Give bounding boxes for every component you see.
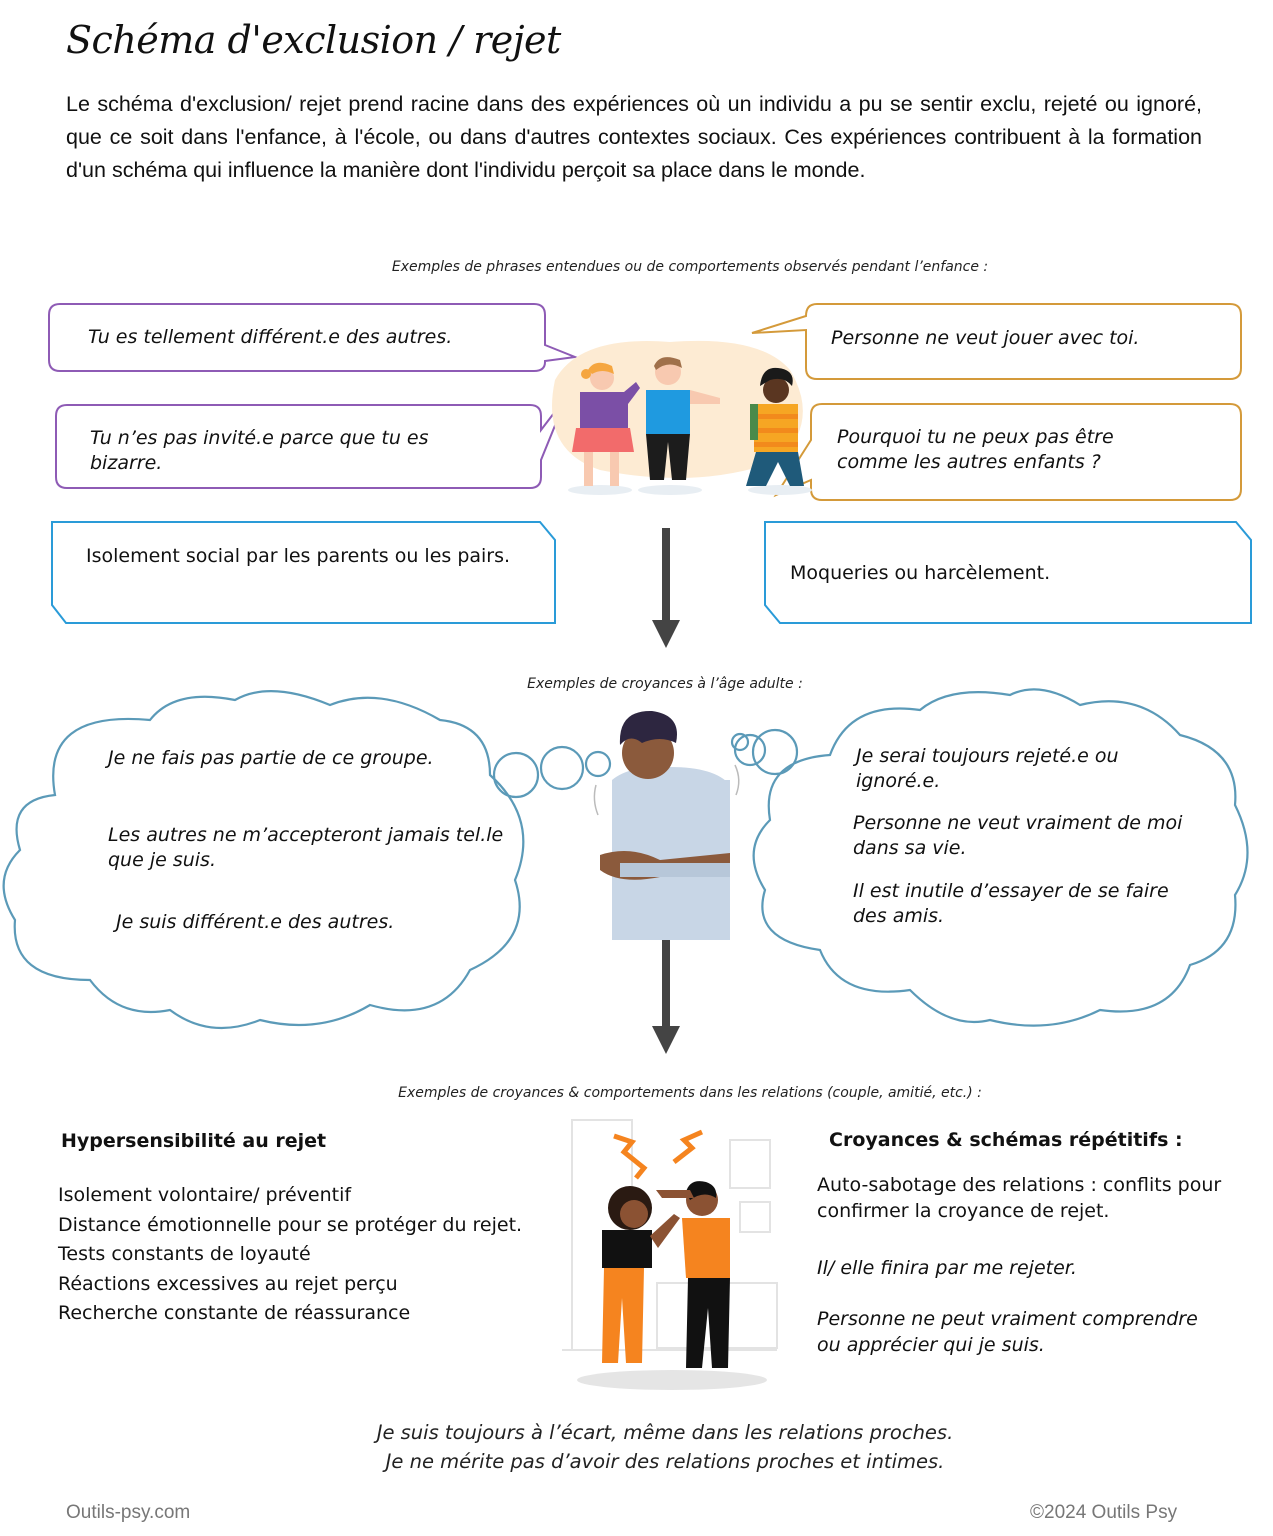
speech-bubble-left-1: Tu es tellement différent.e des autres. (88, 326, 453, 348)
couple-argument-illustration (562, 1118, 777, 1393)
cloud-left-belief-1: Je ne fais pas partie de ce groupe. (108, 747, 434, 769)
hypersensitivity-heading: Hypersensibilité au rejet (61, 1130, 327, 1152)
intro-paragraph: Le schéma d'exclusion/ rejet prend racine dans des expériences où un individu a pu se sentir exclu, rejeté ou ignoré, que ce soit dans l'enfance, à l'école, ou dans d'autres contextes sociaux. Ces expériences contribuent à la formation d'un schéma qui influence la manière dont l'individu perçoit sa place dans le monde. (66, 92, 1202, 182)
list-item: Réactions excessives au rejet perçu (58, 1272, 398, 1295)
repetitive-item-2: Il/ elle finira par me rejeter. (817, 1257, 1077, 1279)
cloud-left-belief-2: Les autres ne m’accepteront jamais tel.le que je suis. (108, 824, 504, 871)
list-item: Distance émotionnelle pour se protéger du rejet. (58, 1213, 523, 1236)
childhood-caption: Exemples de phrases entendues ou de comportements observés pendant l’enfance : (391, 259, 989, 275)
footer-copyright: ©2024 Outils Psy (1030, 1502, 1178, 1523)
cloud-right-belief-1: Je serai toujours rejeté.e ou ignoré.e. (856, 745, 1119, 792)
speech-bubble-left-2: Tu n’es pas invité.e parce que tu es bizarre. (90, 427, 429, 474)
repetitive-patterns-heading: Croyances & schémas répétitifs : (829, 1129, 1183, 1151)
list-item: Recherche constante de réassurance (58, 1302, 411, 1324)
adult-caption: Exemples de croyances à l’âge adulte : (527, 676, 803, 692)
list-item: Isolement volontaire/ préventif (58, 1184, 352, 1206)
arrow-down-icon (650, 528, 682, 650)
speech-bubble-right-1: Personne ne veut jouer avec toi. (831, 327, 1140, 349)
repetitive-item-3: Personne ne peut vraiment comprendre ou apprécier qui je suis. (817, 1308, 1198, 1356)
page-title: Schéma d'exclusion / rejet (66, 18, 561, 62)
childhood-box-isolation: Isolement social par les parents ou les pairs. (86, 545, 511, 567)
childhood-box-mockery: Moqueries ou harcèlement. (790, 562, 1051, 584)
closing-belief-1: Je suis toujours à l’écart, même dans les relations proches. (376, 1421, 954, 1444)
sad-man-illustration (590, 705, 750, 940)
cloud-left-belief-3: Je suis différent.e des autres. (116, 911, 395, 933)
list-item: Tests constants de loyauté (58, 1243, 311, 1265)
closing-belief-2: Je ne mérite pas d’avoir des relations proches et intimes. (385, 1450, 945, 1473)
hypersensitivity-list (58, 1181, 528, 1329)
cloud-right-belief-2: Personne ne veut vraiment de moi dans sa vie. (853, 812, 1183, 859)
repetitive-item-1: Auto-sabotage des relations : conflits pour confirmer la croyance de rejet. (817, 1174, 1222, 1222)
footer-website: Outils-psy.com (66, 1502, 191, 1523)
speech-bubble-right-2: Pourquoi tu ne peux pas être comme les autres enfants ? (837, 426, 1114, 473)
cloud-right-belief-3: Il est inutile d’essayer de se faire des amis. (853, 880, 1169, 927)
arrow-down-icon (650, 940, 682, 1056)
relations-caption: Exemples de croyances & comportements dans les relations (couple, amitié, etc.) : (398, 1085, 982, 1101)
